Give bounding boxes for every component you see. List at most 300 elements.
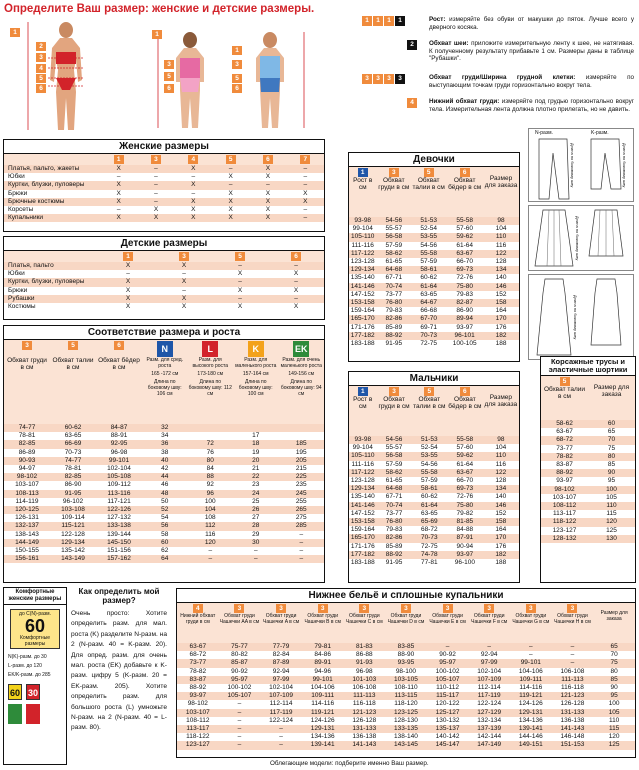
cell: 77-79 bbox=[260, 643, 302, 651]
cell: 100 bbox=[188, 498, 234, 506]
cell: 131-133 bbox=[552, 709, 594, 717]
cell: X bbox=[100, 181, 137, 189]
cell: 130 bbox=[588, 535, 635, 543]
cell: 52 bbox=[142, 506, 188, 514]
cell: – bbox=[260, 741, 302, 749]
cell: 142-144 bbox=[468, 733, 510, 741]
cell: 64-67 bbox=[411, 299, 446, 307]
cell: 144-146 bbox=[510, 733, 552, 741]
cell: 123-127 bbox=[541, 527, 588, 535]
cell: 57-60 bbox=[446, 225, 483, 233]
table-row bbox=[177, 684, 635, 692]
comfort-title: Комфортные женские размеры bbox=[4, 588, 66, 605]
cell: 265 bbox=[279, 506, 325, 514]
fig-label: 4 bbox=[36, 64, 46, 73]
cell: 176 bbox=[483, 543, 519, 551]
cell: 157-162 bbox=[96, 555, 142, 563]
cell: 188 bbox=[483, 340, 519, 348]
cell: 100-102 bbox=[219, 684, 261, 692]
cell: 90 bbox=[588, 469, 635, 477]
cell: X bbox=[212, 173, 249, 181]
cell: 94-96 bbox=[302, 668, 344, 676]
cell: 103-105 bbox=[385, 676, 427, 684]
cell: 90-93 bbox=[4, 457, 50, 465]
cell: – bbox=[260, 733, 302, 741]
cell: 140 bbox=[483, 274, 519, 282]
col-num: 6 bbox=[291, 252, 301, 261]
cell: 147-152 bbox=[350, 290, 375, 298]
table-row bbox=[349, 469, 519, 477]
cell: 133-135 bbox=[385, 725, 427, 733]
cell: 86-90 bbox=[446, 307, 483, 315]
cell: 115 bbox=[593, 725, 635, 733]
col-label: Обхват талии в см bbox=[543, 386, 586, 401]
boys-panel bbox=[348, 371, 520, 583]
cell: X bbox=[268, 270, 324, 278]
cell: X bbox=[156, 303, 212, 311]
cell: – bbox=[233, 547, 279, 555]
cell: 95-97 bbox=[219, 676, 261, 684]
cell: 116 bbox=[483, 242, 519, 250]
cell: 83-87 bbox=[177, 676, 219, 684]
cell: 117-122 bbox=[349, 250, 376, 258]
table-row bbox=[177, 733, 635, 741]
col-num: 4 bbox=[188, 155, 198, 164]
cell: 94-97 bbox=[4, 465, 50, 473]
cell: 76-80 bbox=[376, 299, 411, 307]
col-label: Обхват груди Чашечки E в см bbox=[429, 613, 466, 625]
col-label: Обхват груди Чашечки G в см bbox=[512, 613, 550, 625]
cell: 82-86 bbox=[376, 315, 411, 323]
fig-label: 5 bbox=[36, 74, 46, 83]
cell: 32 bbox=[142, 424, 188, 432]
cell: – bbox=[219, 709, 261, 717]
cell: X bbox=[137, 206, 174, 214]
table-row bbox=[4, 303, 324, 311]
cell: 40 bbox=[142, 457, 188, 465]
cell: 83-85 bbox=[385, 643, 427, 651]
cell: 58-62 bbox=[377, 469, 412, 477]
comfort-row: EK/K-разм. до 285 bbox=[8, 672, 51, 678]
table-row bbox=[177, 717, 635, 725]
cell: X bbox=[249, 173, 286, 181]
cell: 118-122 bbox=[541, 518, 588, 526]
cell: 141-143 bbox=[344, 741, 386, 749]
women-title: Женские размеры bbox=[4, 140, 324, 154]
row-label: Платья, пальто bbox=[4, 262, 100, 270]
cell: 63-65 bbox=[411, 291, 446, 299]
size-type-desc: Разм. для сред. роста bbox=[146, 357, 184, 369]
boys-title: Мальчики bbox=[349, 372, 519, 386]
cell: 141-143 bbox=[552, 725, 594, 733]
cell: X bbox=[212, 214, 249, 222]
cell: – bbox=[137, 198, 174, 206]
cell: 69-71 bbox=[411, 324, 446, 332]
cell: 165-170 bbox=[350, 315, 375, 323]
col-num: 3 bbox=[443, 604, 453, 613]
cell: 85-87 bbox=[219, 659, 261, 667]
cell: 86-89 bbox=[4, 449, 50, 457]
cell: 100-102 bbox=[427, 668, 469, 676]
table-row bbox=[4, 432, 324, 440]
legend-bold: Обхват шеи: bbox=[429, 40, 469, 47]
table-row bbox=[177, 692, 635, 700]
cell: 109-111 bbox=[510, 676, 552, 684]
cell: 100 bbox=[593, 700, 635, 708]
table-row bbox=[349, 559, 519, 567]
kids-title: Детские размеры bbox=[4, 237, 324, 251]
cell: 63-67 bbox=[447, 469, 483, 477]
table-row bbox=[349, 551, 519, 559]
cell: 103-107 bbox=[177, 709, 219, 717]
cell: 58 bbox=[142, 531, 188, 539]
cell: 255 bbox=[279, 498, 325, 506]
size-type-seam: Длина по боковому шву: 106 см bbox=[147, 379, 182, 397]
cell: 103-108 bbox=[50, 506, 96, 514]
cell: 98 bbox=[483, 217, 519, 225]
row-label: Брючные костюмы bbox=[4, 198, 100, 206]
cell: 88-92 bbox=[376, 332, 411, 340]
cell: X bbox=[249, 214, 286, 222]
cell: 147-152 bbox=[350, 509, 375, 517]
cell: 134-136 bbox=[302, 733, 344, 741]
cell bbox=[279, 424, 325, 432]
comfort-size-box: 30 bbox=[26, 684, 40, 700]
cell: 82-84 bbox=[260, 651, 302, 659]
woman-figure bbox=[8, 20, 118, 132]
women-sizes-panel bbox=[3, 139, 325, 232]
row-label: Юбки bbox=[4, 270, 100, 278]
cell: 91-95 bbox=[377, 559, 412, 567]
cell: 118-122 bbox=[177, 733, 219, 741]
cell: 215 bbox=[279, 465, 325, 473]
col-num: 4 bbox=[193, 604, 203, 613]
cell: X bbox=[100, 303, 156, 311]
cell: 70-73 bbox=[411, 332, 446, 340]
row-label: Костюмы bbox=[4, 303, 100, 311]
cell: 78-82 bbox=[177, 668, 219, 676]
cell: 76 bbox=[188, 449, 234, 457]
cell: 150-155 bbox=[4, 547, 50, 555]
cell: 84-86 bbox=[302, 651, 344, 659]
fig-label: 3 bbox=[36, 53, 46, 62]
cell: – bbox=[268, 262, 324, 270]
comfort-label1: до C(N)-разм. bbox=[19, 611, 51, 617]
cell: – bbox=[212, 295, 268, 303]
cell: X bbox=[100, 165, 137, 173]
row-label: Корсеты bbox=[4, 206, 100, 214]
sketch-label-n: N-разм. bbox=[535, 130, 553, 136]
cell: 64-68 bbox=[377, 485, 412, 493]
table-row bbox=[4, 465, 324, 473]
size-type-range: 165 -172 см bbox=[151, 371, 179, 377]
table-row bbox=[177, 668, 635, 676]
cell: 79-83 bbox=[376, 307, 411, 315]
cell: 117-119 bbox=[260, 709, 302, 717]
cell: 58-62 bbox=[376, 250, 411, 258]
cell: 177-182 bbox=[350, 550, 375, 558]
cell: 116-118 bbox=[344, 700, 386, 708]
cell: 87-91 bbox=[447, 534, 483, 542]
cell: – bbox=[137, 190, 174, 198]
table-row bbox=[4, 190, 324, 198]
cell: 81-85 bbox=[447, 518, 483, 526]
cell: 85 bbox=[593, 676, 635, 684]
cell: 70-74 bbox=[376, 283, 411, 291]
cell: X bbox=[156, 278, 212, 286]
cell: 57-60 bbox=[447, 444, 483, 452]
cell: 80 bbox=[588, 453, 635, 461]
cell: 26 bbox=[233, 506, 279, 514]
cell: 107-109 bbox=[260, 692, 302, 700]
cell: 95 bbox=[588, 477, 635, 485]
lingerie-title: Нижнее бельё и сплошные купальники bbox=[177, 589, 635, 603]
cell: – bbox=[279, 547, 325, 555]
cell: 132-134 bbox=[468, 717, 510, 725]
table-row bbox=[4, 473, 324, 481]
cell: 91-95 bbox=[50, 490, 96, 498]
cell: 63-65 bbox=[50, 432, 96, 440]
col-label: Размер для заказа bbox=[593, 384, 630, 399]
cell: 61-65 bbox=[377, 477, 412, 485]
cell: – bbox=[552, 651, 594, 659]
size-type-desc: Разм. для высокого роста bbox=[192, 357, 229, 369]
cell: 141-146 bbox=[350, 282, 375, 290]
cell: 27 bbox=[233, 514, 279, 522]
cell: X bbox=[175, 165, 212, 173]
col-label: Обхват груди Чашечки C в см bbox=[345, 613, 383, 625]
legend-num: 3 bbox=[395, 74, 405, 84]
cell: 159-164 bbox=[350, 307, 375, 315]
cell: 85 bbox=[588, 461, 635, 469]
table-row bbox=[4, 531, 324, 539]
cell: 81-83 bbox=[344, 643, 386, 651]
cell: 55-58 bbox=[411, 250, 446, 258]
cell: 72-76 bbox=[447, 493, 483, 501]
cell: 123-125 bbox=[385, 709, 427, 717]
cell: 120 bbox=[593, 733, 635, 741]
table-row bbox=[349, 217, 519, 225]
cell: 88 bbox=[188, 473, 234, 481]
cell: 130-132 bbox=[427, 717, 469, 725]
size-type-seam: Длина по боковому шву: 112 см bbox=[188, 379, 232, 397]
fig-label: 1 bbox=[152, 30, 162, 39]
cell: 183-188 bbox=[350, 559, 375, 567]
col-num: 6 bbox=[460, 387, 470, 396]
cell: – bbox=[552, 659, 594, 667]
cell: 100 bbox=[588, 486, 635, 494]
cell: 70 bbox=[588, 436, 635, 444]
cell: 111-116 bbox=[349, 461, 377, 469]
cell: 73-77 bbox=[541, 445, 588, 453]
legend-text: измеряйте под грудью горизонтально вокруг тела. Измерительная лента должна плотно прилегать, но не давить. bbox=[429, 98, 635, 113]
cell: 135-140 bbox=[350, 274, 375, 282]
cell: 105-107 bbox=[219, 692, 261, 700]
size-type-desc: Разм. для очень маленького роста bbox=[280, 357, 322, 369]
cell: 135-137 bbox=[427, 725, 469, 733]
legend-text: приложите измерительную ленту к шее, не натягивая. К полученному результату прибавьте 1 см. Размеры даны в таблице "Рубашки". bbox=[429, 40, 635, 63]
cell: – bbox=[427, 643, 469, 651]
col-num: 3 bbox=[318, 604, 328, 613]
table-row bbox=[4, 449, 324, 457]
cell: 146 bbox=[483, 502, 519, 510]
cell: 92-94 bbox=[468, 651, 510, 659]
cell: 105-110 bbox=[349, 233, 376, 241]
size-type-badge: L bbox=[202, 341, 218, 357]
cell: – bbox=[156, 287, 212, 295]
cell: 88-92 bbox=[541, 469, 588, 477]
table-row bbox=[349, 266, 519, 274]
cell: 98-102 bbox=[4, 473, 50, 481]
comfort-size-box: 60 bbox=[8, 684, 22, 700]
cell: 70-74 bbox=[377, 502, 412, 510]
row-label: Рубашки bbox=[4, 295, 100, 303]
cell: 235 bbox=[279, 481, 325, 489]
cell: 132-137 bbox=[4, 522, 50, 530]
cell: 79-82 bbox=[447, 510, 483, 518]
col-num: 3 bbox=[359, 604, 369, 613]
cell: 101-103 bbox=[344, 676, 386, 684]
cell: 158 bbox=[483, 299, 519, 307]
cell: 66-70 bbox=[446, 258, 483, 266]
legend-num: 4 bbox=[407, 98, 417, 108]
row-label: Куртки, блузки, пуловеры bbox=[4, 181, 100, 189]
cell: X bbox=[175, 206, 212, 214]
cell: – bbox=[268, 278, 324, 286]
cell: – bbox=[552, 643, 594, 651]
col-num: 5 bbox=[424, 387, 434, 396]
cell: 25 bbox=[233, 498, 279, 506]
table-row bbox=[4, 206, 324, 214]
cell: 67-71 bbox=[377, 493, 412, 501]
cell: 103-107 bbox=[4, 481, 50, 489]
cell: 125 bbox=[593, 741, 635, 749]
cell: 61-64 bbox=[447, 461, 483, 469]
howto-text: Очень просто: Хотите определить разм. для мал. роста (K) разделите N-разм. на 2 (N-разм. 40 = K-разм. 20). Для опред. разм. для очень мал. роста (EK) добавьте к K-разм. цифру 5 (K-разм. 20 = EK-разм. 205). Хотите определить разм. для большого роста (L) умножьте N-разм. на 2 (N-разм. 40 = L-разм. 80). bbox=[71, 610, 167, 732]
cell: 72-75 bbox=[411, 340, 446, 348]
cell: 84 bbox=[188, 465, 234, 473]
cell: X bbox=[212, 303, 268, 311]
cell: – bbox=[212, 278, 268, 286]
cell: 55-58 bbox=[446, 217, 483, 225]
corr-table bbox=[4, 340, 324, 563]
table-row bbox=[4, 506, 324, 514]
cell: 78-82 bbox=[541, 453, 588, 461]
cell: 85-89 bbox=[377, 543, 412, 551]
cell: 65 bbox=[588, 428, 635, 436]
boys-table bbox=[349, 386, 519, 567]
girls-title: Девочки bbox=[349, 153, 519, 167]
cell: 74-78 bbox=[412, 551, 447, 559]
cell: 98-102 bbox=[177, 700, 219, 708]
cell: 57-59 bbox=[376, 242, 411, 250]
cell: – bbox=[100, 270, 156, 278]
col-num: 7 bbox=[300, 155, 310, 164]
col-num: 3 bbox=[389, 168, 399, 177]
cell: 96-100 bbox=[447, 559, 483, 567]
col-num: 1 bbox=[123, 252, 133, 261]
cell: 60-62 bbox=[411, 274, 446, 282]
table-row bbox=[4, 522, 324, 530]
col-num: 5 bbox=[235, 252, 245, 261]
col-label: Обхват груди Чашечки AA в см bbox=[219, 613, 260, 625]
cell: 93-98 bbox=[349, 436, 377, 444]
corr-title: Соответствие размера и роста bbox=[4, 326, 324, 340]
cell: X bbox=[100, 198, 137, 206]
cell: 127-129 bbox=[468, 709, 510, 717]
cell: 99-104 bbox=[349, 225, 376, 233]
cell: 70 bbox=[593, 651, 635, 659]
cell: 124-126 bbox=[510, 700, 552, 708]
cell: 138-143 bbox=[4, 531, 50, 539]
cell: – bbox=[279, 555, 325, 563]
cell: X bbox=[175, 214, 212, 222]
sketch-seam-label: Длина по боковому шву bbox=[622, 143, 627, 188]
table-row bbox=[349, 274, 519, 282]
cell: 68-72 bbox=[412, 526, 447, 534]
size-type-seam: Длина по боковому шву: 100 см bbox=[238, 379, 273, 397]
corsage-table bbox=[541, 376, 635, 543]
table-row bbox=[4, 481, 324, 489]
cell: 82-85 bbox=[4, 440, 50, 448]
cell: 72-75 bbox=[412, 543, 447, 551]
col-num: 3 bbox=[401, 604, 411, 613]
cell bbox=[279, 432, 325, 440]
row-label: Купальники bbox=[4, 214, 100, 222]
cell: – bbox=[249, 181, 286, 189]
col-num: 3 bbox=[484, 604, 494, 613]
cell: 104 bbox=[483, 444, 519, 452]
cell: 88-91 bbox=[96, 432, 142, 440]
cell: 88-92 bbox=[377, 551, 412, 559]
cell: 63-67 bbox=[177, 643, 219, 651]
cell: – bbox=[137, 165, 174, 173]
row-label: Юбки bbox=[4, 173, 100, 181]
cell: 147-149 bbox=[468, 741, 510, 749]
cell: 54-56 bbox=[376, 217, 411, 225]
col-num: 5 bbox=[226, 155, 236, 164]
cell: 126-128 bbox=[552, 700, 594, 708]
kids-table bbox=[4, 251, 324, 311]
col-num: 1 bbox=[358, 387, 368, 396]
table-row bbox=[349, 250, 519, 258]
cell: 86-90 bbox=[50, 481, 96, 489]
cell: – bbox=[268, 295, 324, 303]
cell: – bbox=[100, 173, 137, 181]
cell: 57-59 bbox=[377, 461, 412, 469]
cell: 75-80 bbox=[446, 283, 483, 291]
cell: 108-113 bbox=[4, 490, 50, 498]
cell: 56 bbox=[142, 522, 188, 530]
fig-label: 2 bbox=[36, 42, 46, 51]
cell: 93-97 bbox=[541, 477, 588, 485]
cell: 97-99 bbox=[468, 659, 510, 667]
cell: 109-111 bbox=[302, 692, 344, 700]
cell: 113-117 bbox=[541, 510, 588, 518]
cell: 122 bbox=[483, 469, 519, 477]
cell: 64 bbox=[142, 555, 188, 563]
cell: X bbox=[100, 287, 156, 295]
col-num: 3 bbox=[567, 604, 577, 613]
table-row bbox=[4, 287, 324, 295]
table-row bbox=[541, 445, 635, 453]
cell: 104 bbox=[483, 225, 519, 233]
cell: 98-102 bbox=[541, 486, 588, 494]
cell: 105-110 bbox=[349, 452, 377, 460]
cell: 171-176 bbox=[350, 542, 375, 550]
cell: 145-147 bbox=[427, 741, 469, 749]
cell: 59-62 bbox=[446, 233, 483, 241]
